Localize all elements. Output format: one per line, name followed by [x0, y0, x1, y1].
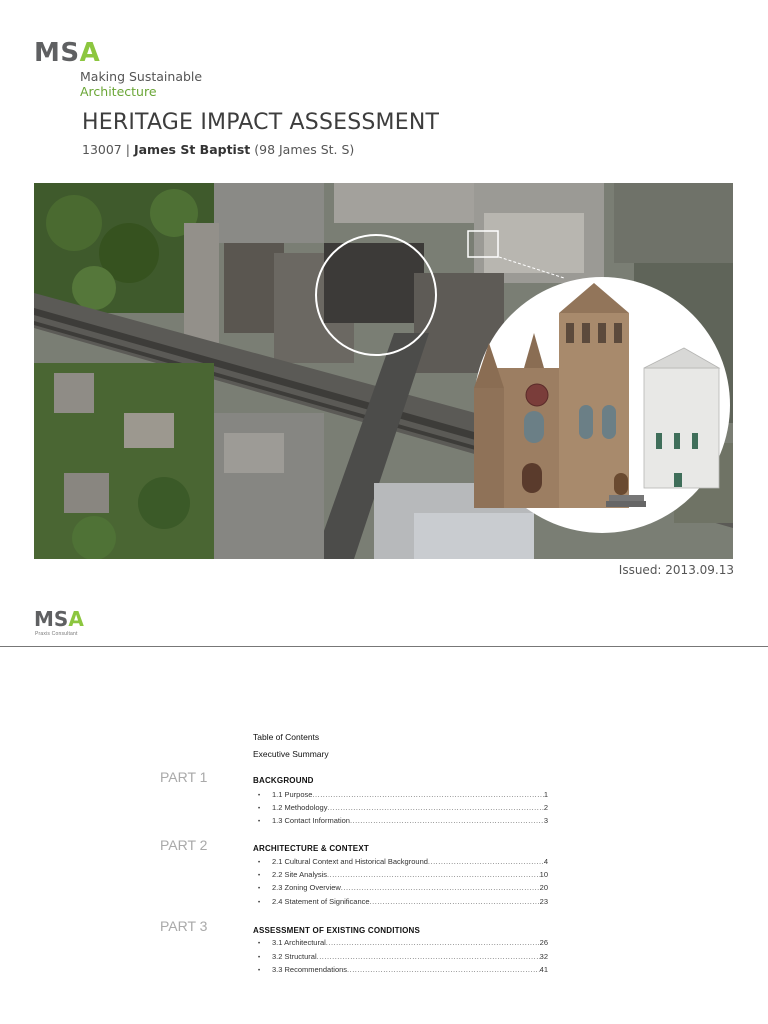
toc-entry[interactable]: • 1.1 Purpose ..... 1 [258, 790, 548, 799]
bullet-icon: • [258, 819, 261, 825]
part-3-label: PART 3 [160, 918, 208, 934]
project-address: (98 James St. S) [254, 142, 355, 157]
subtitle-separator: | [125, 142, 130, 157]
part-2-label: PART 2 [160, 837, 208, 853]
toc-entry[interactable]: • 3.1 Architectural ..... 26 [258, 938, 548, 947]
section-heading-background: BACKGROUND [253, 776, 314, 785]
tagline-line-2: Architecture [80, 84, 157, 99]
toc-entry[interactable]: • 3.2 Structural ..... 32 [258, 952, 548, 961]
bullet-icon: • [258, 793, 261, 799]
page-divider [0, 646, 768, 647]
document-title: HERITAGE IMPACT ASSESSMENT [82, 110, 440, 135]
project-number: 13007 [82, 142, 122, 157]
issued-date: Issued: 2013.09.13 [618, 563, 734, 577]
bullet-icon: • [258, 886, 261, 892]
aerial-site-image [34, 183, 733, 559]
bullet-icon: • [258, 955, 261, 961]
part-1-label: PART 1 [160, 769, 208, 785]
section-heading-assessment: ASSESSMENT OF EXISTING CONDITIONS [253, 926, 421, 935]
section-heading-architecture-context: ARCHITECTURE & CONTEXT [253, 844, 369, 853]
bullet-icon: • [258, 806, 261, 812]
msa-logo: MSA [34, 38, 101, 68]
tagline [80, 69, 202, 99]
bullet-icon: • [258, 873, 261, 879]
tagline-line-1: Making Sustainable [80, 69, 203, 84]
bullet-icon: • [258, 941, 261, 947]
hero-image [34, 183, 733, 559]
project-subtitle [82, 142, 354, 157]
toc-entry[interactable]: • 2.3 Zoning Overview ..... 20 [258, 883, 548, 892]
project-name: James St Baptist [133, 142, 251, 157]
toc-entry[interactable]: • 2.1 Cultural Context and Historical Background ..... 4 [258, 857, 548, 866]
bullet-icon: • [258, 860, 261, 866]
bullet-icon: • [258, 900, 261, 906]
footer-logo-subtext: Praxis Consultant [35, 631, 78, 637]
toc-title: Table of Contents [253, 732, 320, 742]
toc-entry[interactable]: • 3.3 Recommendations ..... 41 [258, 965, 548, 974]
bullet-icon: • [258, 968, 261, 974]
toc-entry[interactable]: • 2.4 Statement of Significance ..... 23 [258, 897, 548, 906]
executive-summary-heading: Executive Summary [253, 749, 329, 759]
toc-entry[interactable]: • 1.2 Methodology ..... 2 [258, 803, 548, 812]
toc-entry[interactable]: • 1.3 Contact Information ..... 3 [258, 816, 548, 825]
toc-entry[interactable]: • 2.2 Site Analysis ..... 10 [258, 870, 548, 879]
footer-msa-logo: MSA [34, 607, 84, 631]
